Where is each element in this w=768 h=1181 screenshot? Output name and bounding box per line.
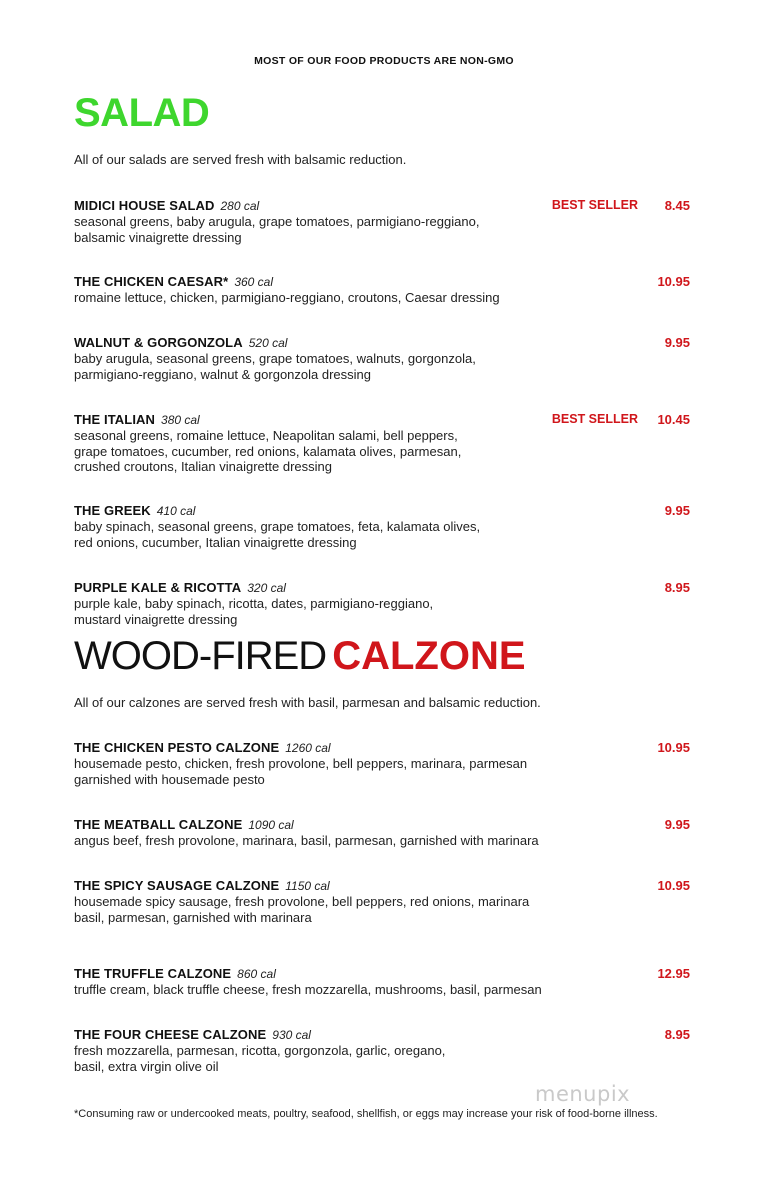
item-description: fresh mozzarella, parmesan, ricotta, gorgonzola, garlic, oregano, [74, 1043, 446, 1058]
item-price: 10.45 [657, 412, 690, 427]
item-description: parmigiano-reggiano, walnut & gorgonzola dressing [74, 366, 372, 382]
menu-item [74, 412, 694, 475]
item-calories: 860 cal [237, 967, 276, 981]
menu-item [74, 503, 694, 550]
item-price: 8.95 [664, 1027, 690, 1042]
item-description: seasonal greens, romaine lettuce, Neapolitan salami, bell peppers, [74, 428, 458, 443]
item-description: housemade spicy sausage, fresh provolone, bell peppers, red onions, marinara [74, 894, 530, 909]
calzone-heading [74, 634, 526, 679]
calzone-intro: All of our calzones are served fresh with basil, parmesan and balsamic reduction. [74, 695, 541, 710]
item-price: 10.95 [657, 274, 690, 289]
item-name: THE GREEK [74, 503, 151, 518]
item-price: 12.95 [657, 966, 690, 981]
item-calories: 520 cal [248, 336, 288, 350]
item-calories: 380 cal [161, 413, 200, 427]
food-safety-footnote: *Consuming raw or undercooked meats, poultry, seafood, shellfish, or eggs may increase your risk of food-borne illness. [74, 1108, 658, 1120]
menu-item [74, 1027, 694, 1074]
item-description: crushed croutons, Italian vinaigrette dressing [74, 459, 332, 474]
item-calories: 1150 cal [285, 879, 330, 893]
menu-item [74, 274, 694, 306]
item-name: THE TRUFFLE CALZONE [74, 966, 232, 981]
item-price: 9.95 [664, 335, 690, 350]
item-name: THE CHICKEN PESTO CALZONE [74, 740, 280, 755]
item-price: 8.95 [664, 580, 690, 595]
item-calories: 930 cal [272, 1028, 311, 1042]
item-description: baby spinach, seasonal greens, grape tomatoes, feta, kalamata olives, [74, 519, 481, 534]
item-description: seasonal greens, baby arugula, grape tomatoes, parmigiano-reggiano, [74, 214, 480, 229]
item-price: 9.95 [664, 503, 690, 518]
item-price: 10.95 [657, 740, 690, 755]
item-price: 9.95 [664, 817, 690, 832]
item-name: THE SPICY SAUSAGE CALZONE [74, 878, 280, 893]
item-calories: 280 cal [220, 199, 260, 213]
item-description: basil, parmesan, garnished with marinara [74, 909, 312, 925]
item-description: truffle cream, black truffle cheese, fresh mozzarella, mushrooms, basil, parmesan [74, 982, 542, 997]
item-description: basil, extra virgin olive oil [74, 1058, 219, 1074]
menu-item [74, 740, 694, 787]
menu-item [74, 817, 694, 849]
menu-item [74, 335, 694, 382]
item-description: red onions, cucumber, Italian vinaigrette dressing [74, 534, 357, 550]
item-calories: 1260 cal [285, 741, 331, 755]
item-description: baby arugula, seasonal greens, grape tomatoes, walnuts, gorgonzola, [74, 351, 476, 366]
menu-item [74, 580, 694, 627]
non-gmo-notice: MOST OF OUR FOOD PRODUCTS ARE NON-GMO [254, 55, 514, 67]
item-description: purple kale, baby spinach, ricotta, dates, parmigiano-reggiano, [74, 596, 434, 611]
item-name: WALNUT & GORGONZOLA [74, 335, 243, 350]
item-description: grape tomatoes, cucumber, red onions, kalamata olives, parmesan, [74, 443, 462, 459]
item-name: PURPLE KALE & RICOTTA [74, 580, 242, 595]
best-seller-badge: BEST SELLER [551, 412, 638, 426]
item-description: balsamic vinaigrette dressing [74, 229, 242, 245]
calzone-heading-bold: CALZONE [332, 634, 526, 678]
item-description: garnished with housemade pesto [74, 771, 265, 787]
item-name: THE CHICKEN CAESAR* [74, 274, 229, 289]
item-calories: 410 cal [156, 504, 196, 518]
menu-item [74, 878, 694, 925]
calzone-heading-light: WOOD-FIRED [74, 634, 327, 678]
item-name: MIDICI HOUSE SALAD [74, 198, 215, 213]
item-description: mustard vinaigrette dressing [74, 611, 238, 627]
item-calories: 1090 cal [248, 818, 294, 832]
item-description: angus beef, fresh provolone, marinara, basil, parmesan, garnished with marinara [74, 833, 539, 848]
salad-heading: SALAD [74, 91, 210, 135]
item-description: romaine lettuce, chicken, parmigiano-reggiano, croutons, Caesar dressing [74, 290, 500, 305]
item-calories: 360 cal [234, 275, 274, 289]
item-calories: 320 cal [247, 581, 286, 595]
item-price: 8.45 [664, 198, 690, 213]
menu-item [74, 198, 694, 245]
item-name: THE ITALIAN [74, 412, 156, 427]
item-description: housemade pesto, chicken, fresh provolone, bell peppers, marinara, parmesan [74, 756, 528, 771]
menu-item [74, 966, 694, 998]
item-name: THE MEATBALL CALZONE [74, 817, 243, 832]
item-name: THE FOUR CHEESE CALZONE [74, 1027, 267, 1042]
best-seller-badge: BEST SELLER [551, 198, 638, 212]
item-price: 10.95 [657, 878, 690, 893]
salad-intro: All of our salads are served fresh with balsamic reduction. [74, 152, 407, 167]
menupix-watermark: menupix [535, 1082, 631, 1106]
